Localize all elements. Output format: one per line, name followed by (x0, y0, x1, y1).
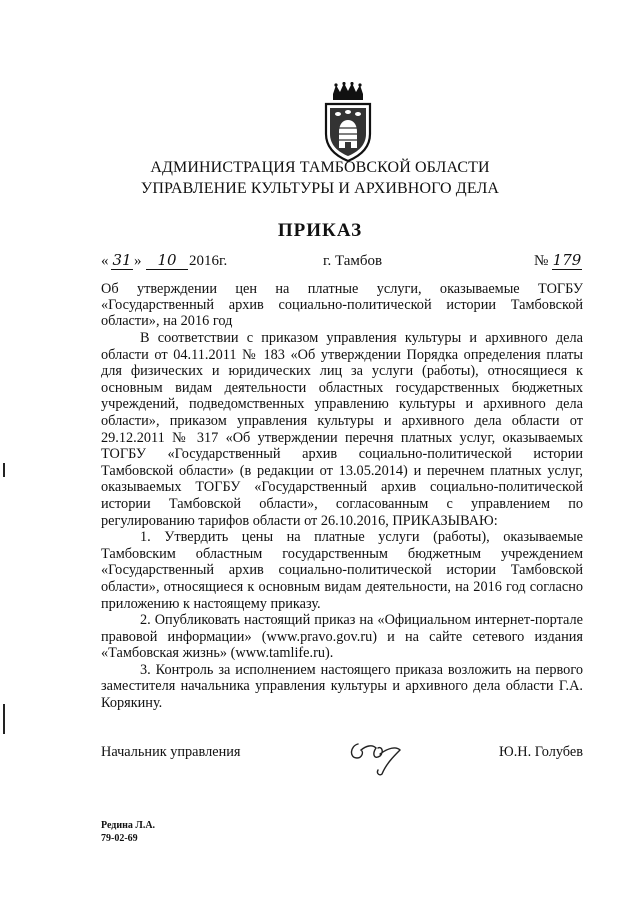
executor-phone: 79-02-69 (101, 833, 138, 844)
coat-of-arms-icon (320, 82, 376, 164)
executor-name: Редина Л.А. (101, 820, 156, 831)
date-month: 10 (146, 251, 188, 270)
executor-info (101, 819, 155, 845)
date-quote-close: » (134, 253, 142, 269)
handwritten-signature-icon (346, 734, 406, 778)
document-subject: Об утверждении цен на платные услуги, оказываемые ТОГБУ «Государственный архив социально-политической истории Тамбовской области», на 2016 год (101, 281, 583, 329)
date-year: 2016г. (189, 253, 228, 269)
city: г. Тамбов (323, 253, 383, 269)
order-item-2: 2. Опубликовать настоящий приказ на «Официальном интернет-портале правовой информации» (www.pravo.gov.ru) и на сайте сетевого издания «Тамбовская жизнь» (www.tamlife.ru). (101, 612, 583, 662)
organization-name: АДМИНИСТРАЦИЯ ТАМБОВСКОЙ ОБЛАСТИ (150, 159, 490, 176)
signatory-name: Ю.Н. Голубев (499, 744, 583, 760)
date-row (101, 253, 583, 275)
date-quote-open: « (101, 253, 109, 269)
document-title: ПРИКАЗ (277, 220, 363, 241)
scan-mark (3, 704, 5, 734)
department-name: УПРАВЛЕНИЕ КУЛЬТУРЫ И АРХИВНОГО ДЕЛА (140, 180, 500, 197)
signatory-position: Начальник управления (101, 744, 241, 760)
document-body (101, 330, 583, 712)
document-number: 179 (552, 251, 582, 269)
signature-row (101, 740, 583, 786)
number-label: № (534, 253, 549, 269)
scan-mark (3, 463, 5, 477)
order-item-3: 3. Контроль за исполнением настоящего приказа возложить на первого заместителя начальника управления культуры и архивного дела области Г.А. Корякину. (101, 661, 583, 712)
order-item-1: 1. Утвердить цены на платные услуги (работы), оказываемые Тамбовским областным государственным бюджетным учреждением «Государственный архив социально-политической истории Тамбовской области», относящиеся к основным видам деятельности, на 2016 год согласно приложению к настоящему приказу. (101, 529, 583, 612)
date-day: 31 (112, 251, 132, 269)
preamble-paragraph: В соответствии с приказом управления культуры и архивного дела области от 04.11.2011 № 183 «Об утверждении Порядка определения платы для физических и юридических лиц за услуги (работы), относящиеся к основным видам деятельности областных государственных бюджетных учреждений, подведомственных управлению культуры и архивного дела области», приказом управления культуры и архивного дела области от 29.12.2011 № 317 «Об утверждении перечня платных услуг, оказываемых ТОГБУ «Государственный архив социально-политической истории Тамбовской области» (в редакции от 13.05.2014) и перечнем платных услуг, оказываемых ТОГБУ «Государственный архив социально-политической истории Тамбовской области», согласованным с управлением по регулированию тарифов области от 26.10.2016, ПРИКАЗЫВАЮ: (101, 330, 583, 529)
